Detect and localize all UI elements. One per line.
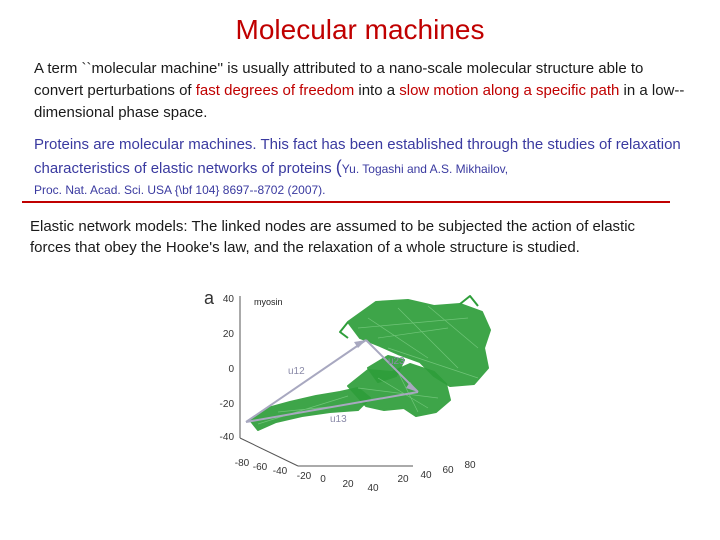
x-tick: -40 <box>272 466 288 477</box>
x-tick: -20 <box>296 471 312 482</box>
definition-text-3: in a low--dimensional phase space. <box>34 82 685 121</box>
reference-authors: Yu. Togashi and A.S. Mikhailov, <box>341 162 509 176</box>
panel-label: a <box>204 288 215 308</box>
z-tick: 60 <box>442 465 454 476</box>
divider-line <box>22 201 670 203</box>
z-tick: 40 <box>420 470 432 481</box>
definition-paragraph <box>34 58 694 124</box>
z-tick: 80 <box>464 460 476 471</box>
proteins-text: Proteins are molecular machines. This fact has been established through the studies of relaxation characteristics of elastic networks of proteins <box>34 136 681 177</box>
y-tick: 20 <box>222 329 234 340</box>
elastic-network-paragraph: Elastic network models: The linked nodes are assumed to be subjected the action of elastic forces that obey the Hooke's law, and the relaxation of a whole structure is studied. <box>30 218 636 256</box>
highlight-fast-degrees: fast degrees of freedom <box>195 82 355 99</box>
z-tick: 20 <box>397 474 409 485</box>
molecule-label: myosin <box>254 297 283 307</box>
label-u23: u23 <box>388 356 405 367</box>
y-tick: 0 <box>228 364 234 375</box>
y-tick: -40 <box>219 432 234 443</box>
x-tick: -80 <box>234 458 250 469</box>
label-u13: u13 <box>330 414 347 425</box>
proteins-paragraph <box>34 134 694 198</box>
reference-journal: Proc. Nat. Acad. Sci. USA {\bf 104} 8697--8702 (2007). <box>34 183 326 197</box>
highlight-slow-motion: slow motion along a specific path <box>399 82 620 99</box>
network-plot <box>198 288 498 498</box>
x-tick: 0 <box>320 474 326 485</box>
y-tick: 40 <box>222 294 234 305</box>
y-tick: -20 <box>219 399 234 410</box>
x-tick: 20 <box>342 479 354 490</box>
definition-text-2: into a <box>354 82 400 99</box>
slide-title: Molecular machines <box>235 14 485 45</box>
x-tick: 40 <box>367 483 379 494</box>
elastic-network <box>250 296 490 430</box>
definition-text-1: A term ``molecular machine'' is usually attributed to a nano-scale molecular structure able to convert perturbations of <box>34 60 644 99</box>
label-u12: u12 <box>288 366 305 377</box>
open-paren: ( <box>335 157 342 177</box>
myosin-figure <box>198 288 498 498</box>
x-tick: -60 <box>252 462 268 473</box>
